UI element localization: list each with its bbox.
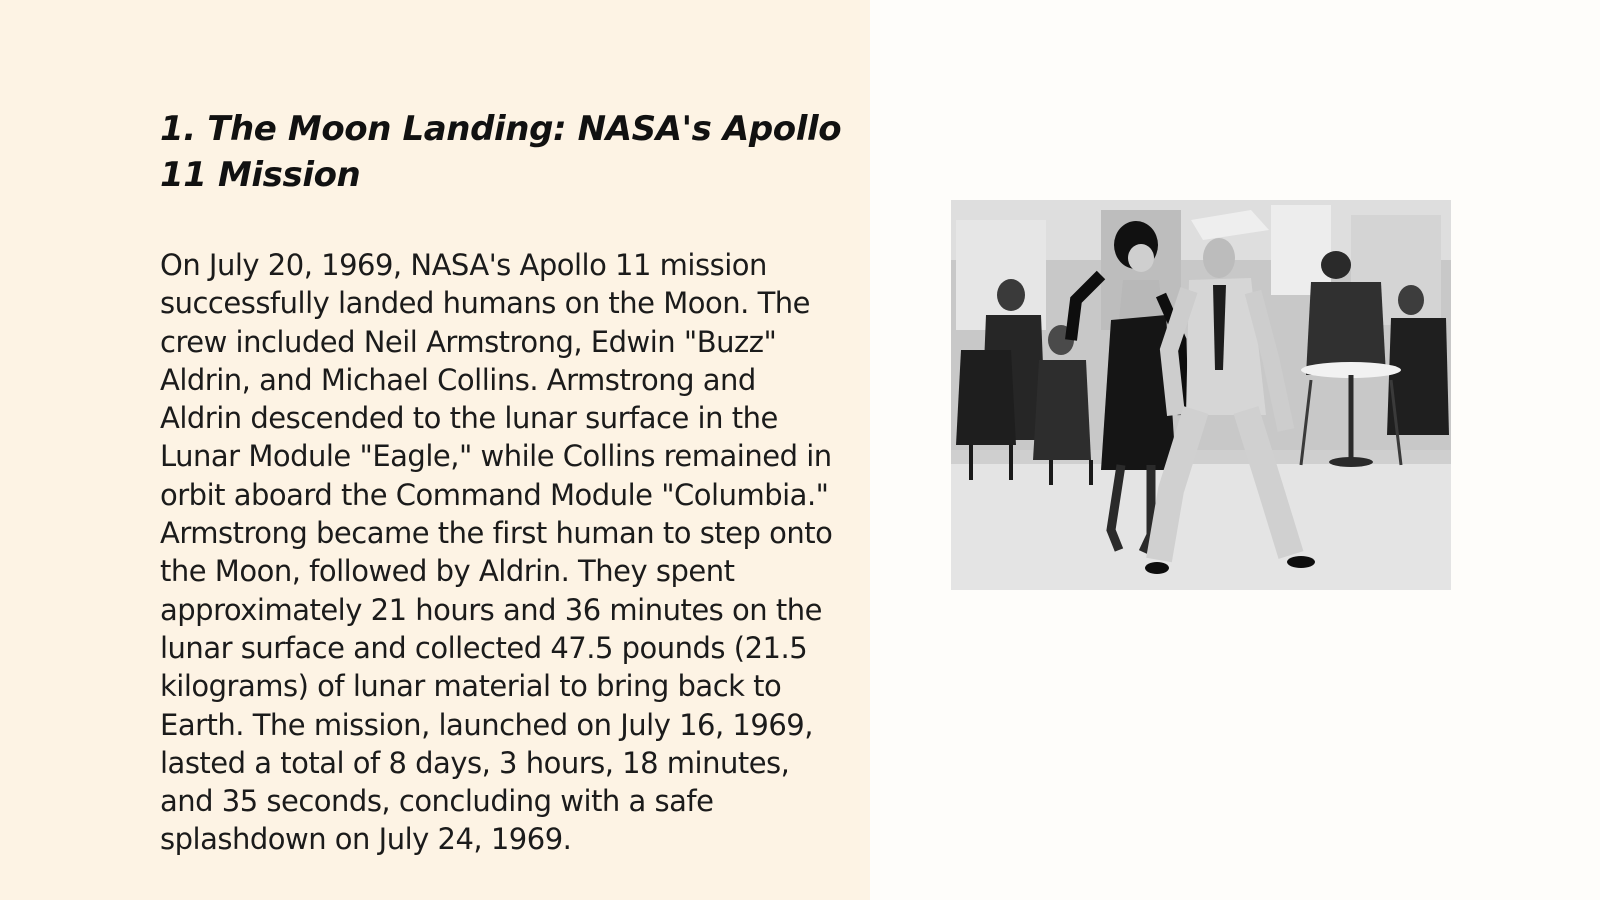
slide-body-text: On July 20, 1969, NASA's Apollo 11 mission successfully landed humans on the Moon. The crew included Neil Armstrong, Edwin "Buzz" Aldrin, and Michael Collins. Armstrong and Aldrin descended to the lunar surface in the Lunar Module "Eagle," while Collins remained in orbit aboard the Command Module "Columbia." Armstrong became the first human to step onto the Moon, followed by Aldrin. They spent approximately 21 hours and 36 minutes on the lunar surface and collected 47.5 pounds (21.5 kilograms) of lunar material to bring back to Earth. The mission, launched on July 16, 1969, lasted a total of 8 days, 3 hours, 18 minutes, and 35 seconds, concluding with a safe splashdown on July 24, 1969. (160, 248, 833, 857)
dance-photo-illustration (951, 200, 1451, 590)
slide-title: 1. The Moon Landing: NASA's Apollo 11 Mission (160, 109, 842, 195)
dance-photo (951, 200, 1451, 590)
